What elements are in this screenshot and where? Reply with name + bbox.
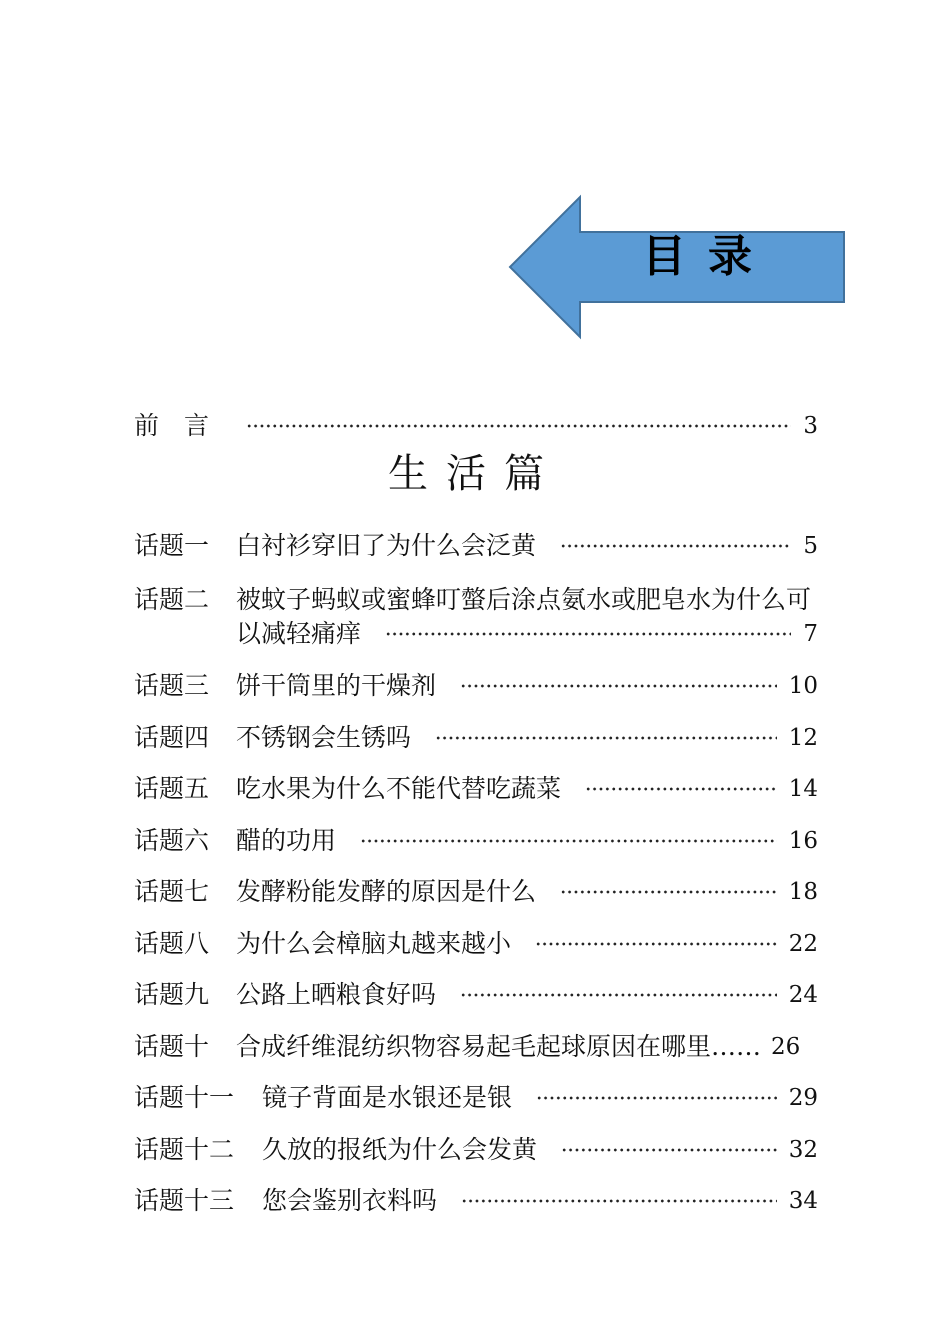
toc-label: 话题八 (134, 929, 210, 958)
arrow-banner (508, 194, 848, 340)
toc-page: 3 (803, 413, 818, 439)
toc-label: 话题四 (134, 723, 210, 752)
toc-entry[interactable] (134, 1078, 818, 1118)
toc-entry-preface[interactable] (134, 406, 818, 446)
toc-entry[interactable] (134, 1027, 818, 1067)
toc-entry[interactable] (134, 666, 818, 706)
toc-title-text: 镜子背面是水银还是银 (262, 1083, 513, 1112)
toc-entry-wrapped-line2[interactable] (134, 614, 818, 654)
toc-entry[interactable] (134, 924, 818, 964)
toc-title-text: 不锈钢会生锈吗 (236, 723, 412, 752)
toc-title-text: 被蚊子蚂蚁或蜜蜂叮螫后涂点氨水或肥皂水为什么可 (236, 585, 812, 614)
toc-label: 话题七 (134, 877, 210, 906)
toc-page: 22 (788, 931, 818, 957)
toc-page: 5 (803, 533, 818, 559)
toc-page: 18 (788, 879, 818, 905)
toc-page: 32 (788, 1137, 818, 1163)
leader-dots (246, 424, 791, 428)
toc-page: 12 (788, 725, 818, 751)
toc-title-text: 饼干筒里的干燥剂 (236, 671, 437, 700)
toc-title-text: 以减轻痛痒 (236, 619, 362, 648)
section-heading: 生活篇 (388, 451, 562, 497)
toc-title-text: 醋的功用 (236, 826, 337, 855)
leader-dots (561, 1148, 777, 1152)
toc-title: 目录 (642, 231, 774, 282)
leader-dots (461, 1199, 777, 1203)
toc-label: 话题十三 (134, 1186, 235, 1215)
toc-entry[interactable] (134, 1181, 818, 1221)
toc-title-text: 白衬衫穿旧了为什么会泛黄 (236, 531, 537, 560)
toc-label: 话题九 (134, 980, 210, 1009)
toc-title-text: 吃水果为什么不能代替吃蔬菜 (236, 774, 562, 803)
toc-title-text: 久放的报纸为什么会发黄 (262, 1135, 538, 1164)
toc-page: 7 (803, 621, 818, 647)
leader-dots (360, 839, 777, 843)
toc-label: 话题三 (134, 671, 210, 700)
toc-title-text: 为什么会樟脑丸越来越小 (236, 929, 512, 958)
toc-label: 前 言 (134, 411, 210, 440)
toc-entry[interactable] (134, 975, 818, 1015)
toc-label: 话题一 (134, 531, 210, 560)
toc-entry[interactable] (134, 821, 818, 861)
toc-page: 14 (788, 776, 818, 802)
leader-dots (560, 544, 791, 548)
leader-dots (536, 1096, 777, 1100)
toc-page: 24 (788, 982, 818, 1008)
toc-label: 话题六 (134, 826, 210, 855)
leader-dots (460, 993, 777, 997)
toc-page: 29 (788, 1085, 818, 1111)
leader-dots (560, 890, 777, 894)
toc-label: 话题十 (134, 1032, 210, 1061)
toc-page: 34 (788, 1188, 818, 1214)
toc-label: 话题五 (134, 774, 210, 803)
leader-dots (535, 942, 777, 946)
toc-title-text: 您会鉴别衣料吗 (262, 1186, 438, 1215)
toc-title-text: 发酵粉能发酵的原因是什么 (236, 877, 537, 906)
toc-title-text: 公路上晒粮食好吗 (236, 980, 437, 1009)
toc-label: 话题十一 (134, 1083, 235, 1112)
toc-label: 话题十二 (134, 1135, 235, 1164)
toc-page: 26 (771, 1034, 801, 1060)
toc-label: 话题二 (134, 585, 210, 614)
toc-page: 16 (788, 828, 818, 854)
toc-entry[interactable] (134, 718, 818, 758)
leader-dots (585, 787, 777, 791)
leader-dots (435, 736, 777, 740)
toc-entry[interactable] (134, 872, 818, 912)
toc-entry[interactable] (134, 1130, 818, 1170)
leader-dots (385, 632, 791, 636)
toc-entry[interactable] (134, 526, 818, 566)
toc-entry[interactable] (134, 769, 818, 809)
toc-title-text: 合成纤维混纺织物容易起毛起球原因在哪里…… (236, 1032, 762, 1061)
toc-page: 10 (788, 673, 818, 699)
leader-dots (460, 684, 777, 688)
